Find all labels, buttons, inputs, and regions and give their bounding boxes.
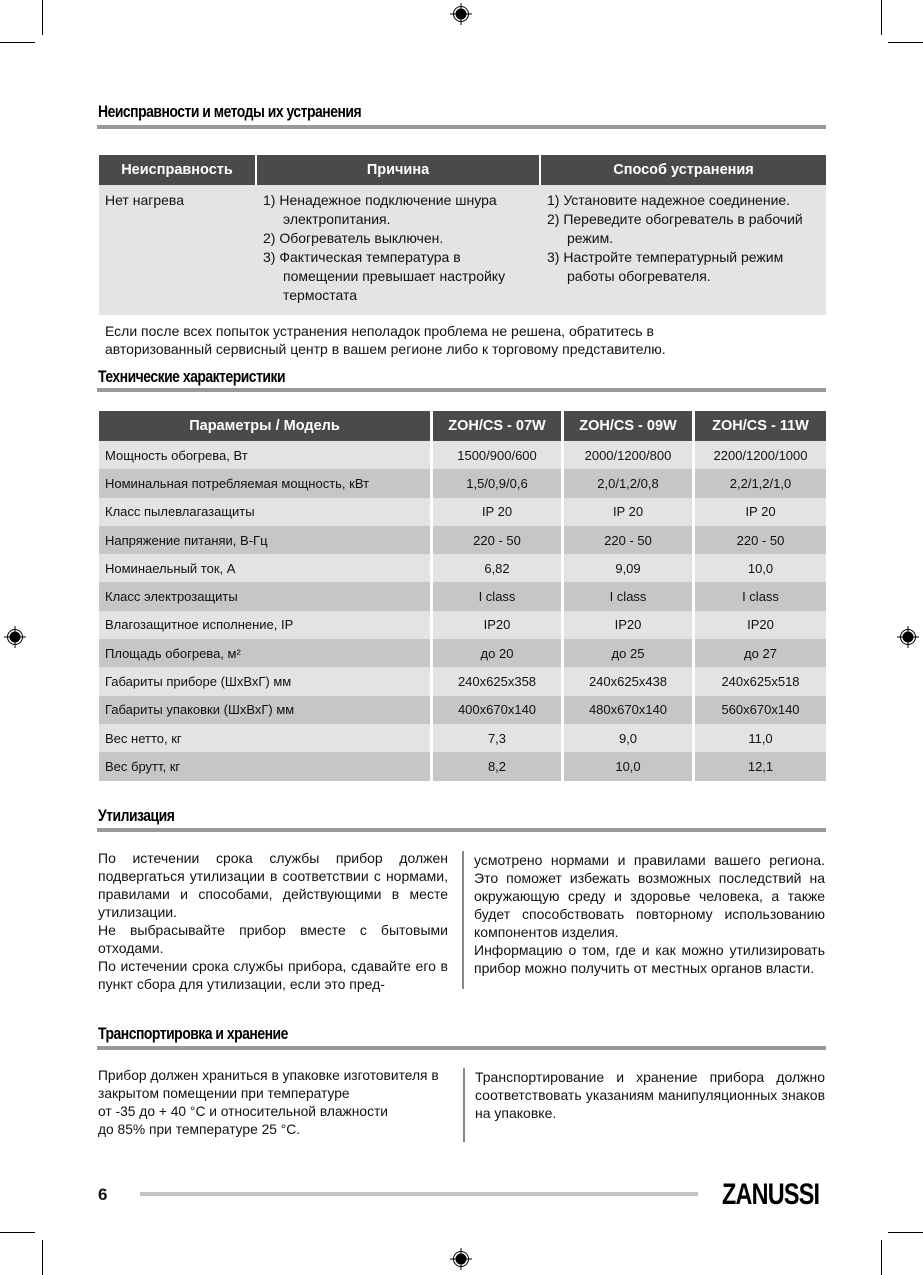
value-cell: I class <box>564 582 695 610</box>
paragraph: усмотрено нормами и правилами вашего региона. Это поможет избежать возможных последствий на окружающую среду и здоровье человека, а также будет способствовать повторному использованию компонентов изделия. <box>474 852 825 940</box>
value-cell: IP20 <box>564 611 695 639</box>
value-cell: IP20 <box>433 611 564 639</box>
column-header: ZOH/CS - 07W <box>433 411 564 441</box>
column-header: Неисправность <box>99 155 257 185</box>
paragraph: Информацию о том, где и как можно утилизировать прибор можно получить от местных органов власти. <box>474 942 825 976</box>
table-row <box>99 696 826 724</box>
parameter-cell: Габариты приборе (ШхВхГ) мм <box>99 667 433 695</box>
column-header: Способ устранения <box>541 155 826 185</box>
footer-rule <box>140 1192 698 1196</box>
parameter-cell: Вес нетто, кг <box>99 724 433 752</box>
value-cell: 10,0 <box>564 752 695 780</box>
parameter-cell: Класс пылевлагазащиты <box>99 498 433 526</box>
table-row <box>99 639 826 667</box>
section-title-disposal: Утилизация <box>98 806 175 825</box>
paragraph: Прибор должен храниться в упаковке изготовителя в закрытом помещении при температуре <box>98 1068 439 1101</box>
value-cell: 2200/1200/1000 <box>695 441 826 469</box>
table-row <box>99 752 826 780</box>
table-row <box>99 667 826 695</box>
table-row <box>99 185 826 315</box>
cause-cell <box>257 185 541 315</box>
parameter-cell: Класс электрозащиты <box>99 582 433 610</box>
value-cell: 11,0 <box>695 724 826 752</box>
table-row <box>99 724 826 752</box>
crop-mark-bottom-left-h <box>0 1232 35 1233</box>
parameter-cell: Площадь обогрева, м² <box>99 639 433 667</box>
registration-mark-icon <box>450 1248 472 1270</box>
parameter-cell: Номинаельный ток, А <box>99 554 433 582</box>
column-header: ZOH/CS - 09W <box>564 411 695 441</box>
crop-mark-bottom-left-v <box>42 1240 43 1275</box>
transport-right-column: Транспортирование и хранение прибора должно соответствовать указаниям манипуляционных знаков на упаковке. <box>475 1069 825 1121</box>
value-cell: IP 20 <box>564 498 695 526</box>
crop-mark-bottom-right-h <box>888 1232 923 1233</box>
value-cell: IP 20 <box>695 498 826 526</box>
value-cell: 6,82 <box>433 554 564 582</box>
fault-cell: Нет нагрева <box>99 185 257 315</box>
value-cell: 240x625x518 <box>695 667 826 695</box>
disposal-left-column <box>98 849 448 993</box>
section-rule <box>97 388 826 392</box>
value-cell: 2000/1200/800 <box>564 441 695 469</box>
column-header: ZOH/CS - 11W <box>695 411 826 441</box>
value-cell: 2,2/1,2/1,0 <box>695 469 826 497</box>
value-cell: 1,5/0,9/0,6 <box>433 469 564 497</box>
section-title-specs: Технические характеристики <box>98 367 286 386</box>
registration-mark-icon <box>4 626 26 648</box>
table-row <box>99 469 826 497</box>
value-cell: 240x625x358 <box>433 667 564 695</box>
cause-item: 2) Обогреватель выключен. <box>263 230 444 246</box>
value-cell: 1500/900/600 <box>433 441 564 469</box>
remedy-item: 2) Переведите обогреватель в рабочий режим. <box>547 211 803 246</box>
paragraph: По истечении срока службы прибор должен подвергаться утилизации в соответствии с нормами, правилами и способами, действующими в месте утилизации. <box>98 850 448 920</box>
parameter-cell: Номинальная потребляемая мощность, кВт <box>99 469 433 497</box>
specs-table <box>99 411 826 781</box>
value-cell: 220 - 50 <box>564 526 695 554</box>
cause-item: 3) Фактическая температура в помещении превышает настройку термостата <box>263 249 506 303</box>
parameter-cell: Габариты упаковки (ШхВхГ) мм <box>99 696 433 724</box>
value-cell: 400x670x140 <box>433 696 564 724</box>
remedy-item: 3) Настройте температурный режим работы обогревателя. <box>547 249 784 284</box>
service-note: Если после всех попыток устранения неполадок проблема не решена, обратитесь в авторизованный сервисный центр в вашем регионе либо к торговому представителю. <box>105 323 666 357</box>
section-title-transport: Транспортировка и хранение <box>98 1024 288 1043</box>
value-cell: IP20 <box>695 611 826 639</box>
remedy-item: 1) Установите надежное соединение. <box>547 192 791 208</box>
value-cell: 220 - 50 <box>695 526 826 554</box>
parameter-cell: Влагозащитное исполнение, IP <box>99 611 433 639</box>
section-rule <box>97 1046 826 1050</box>
registration-mark-icon <box>450 3 472 25</box>
value-cell: I class <box>695 582 826 610</box>
value-cell: 560x670x140 <box>695 696 826 724</box>
crop-mark-top-left-h <box>0 42 35 43</box>
value-cell: 2,0/1,2/0,8 <box>564 469 695 497</box>
section-title-troubleshooting: Неисправности и методы их устранения <box>98 102 362 121</box>
table-row <box>99 582 826 610</box>
table-header-row <box>99 411 826 441</box>
value-cell: 8,2 <box>433 752 564 780</box>
section-rule <box>97 828 826 832</box>
parameter-cell: Вес брутт, кг <box>99 752 433 780</box>
troubleshooting-table <box>99 155 826 315</box>
crop-mark-top-right-v <box>881 0 882 35</box>
page-number: 6 <box>98 1185 108 1204</box>
value-cell: 9,0 <box>564 724 695 752</box>
table-header-row <box>99 155 826 185</box>
value-cell: 12,1 <box>695 752 826 780</box>
value-cell: 9,09 <box>564 554 695 582</box>
value-cell: до 27 <box>695 639 826 667</box>
table-row <box>99 611 826 639</box>
crop-mark-bottom-right-v <box>881 1240 882 1275</box>
table-row <box>99 441 826 469</box>
disposal-right-column <box>474 851 825 977</box>
table-row <box>99 554 826 582</box>
value-cell: 10,0 <box>695 554 826 582</box>
column-divider <box>462 851 464 989</box>
registration-mark-icon <box>897 626 919 648</box>
crop-mark-top-left-v <box>42 0 43 35</box>
parameter-cell: Мощность обогрева, Вт <box>99 441 433 469</box>
value-cell: до 25 <box>564 639 695 667</box>
cause-item: 1) Ненадежное подключение шнура электропитания. <box>263 192 497 227</box>
value-cell: IP 20 <box>433 498 564 526</box>
table-row <box>99 498 826 526</box>
value-cell: до 20 <box>433 639 564 667</box>
table-row <box>99 526 826 554</box>
brand-logo: ZANUSSI <box>722 1178 820 1211</box>
crop-mark-top-right-h <box>888 42 923 43</box>
transport-left-column <box>98 1067 458 1139</box>
column-divider <box>463 1068 465 1142</box>
value-cell: 240x625x438 <box>564 667 695 695</box>
paragraph: до 85% при температуре 25 °С. <box>98 1122 301 1137</box>
column-header: Параметры / Модель <box>99 411 433 441</box>
value-cell: 7,3 <box>433 724 564 752</box>
paragraph: По истечении срока службы прибора, сдавайте его в пункт сбора для утилизации, если это пред- <box>98 958 448 992</box>
value-cell: I class <box>433 582 564 610</box>
paragraph: Не выбрасывайте прибор вместе с бытовыми отходами. <box>98 922 448 956</box>
column-header: Причина <box>257 155 541 185</box>
value-cell: 220 - 50 <box>433 526 564 554</box>
paragraph: от -35 до + 40 °С и относительной влажности <box>98 1104 388 1119</box>
value-cell: 480x670x140 <box>564 696 695 724</box>
section-rule <box>97 125 826 129</box>
remedy-cell <box>541 185 826 315</box>
parameter-cell: Напряжение питаняи, В-Гц <box>99 526 433 554</box>
